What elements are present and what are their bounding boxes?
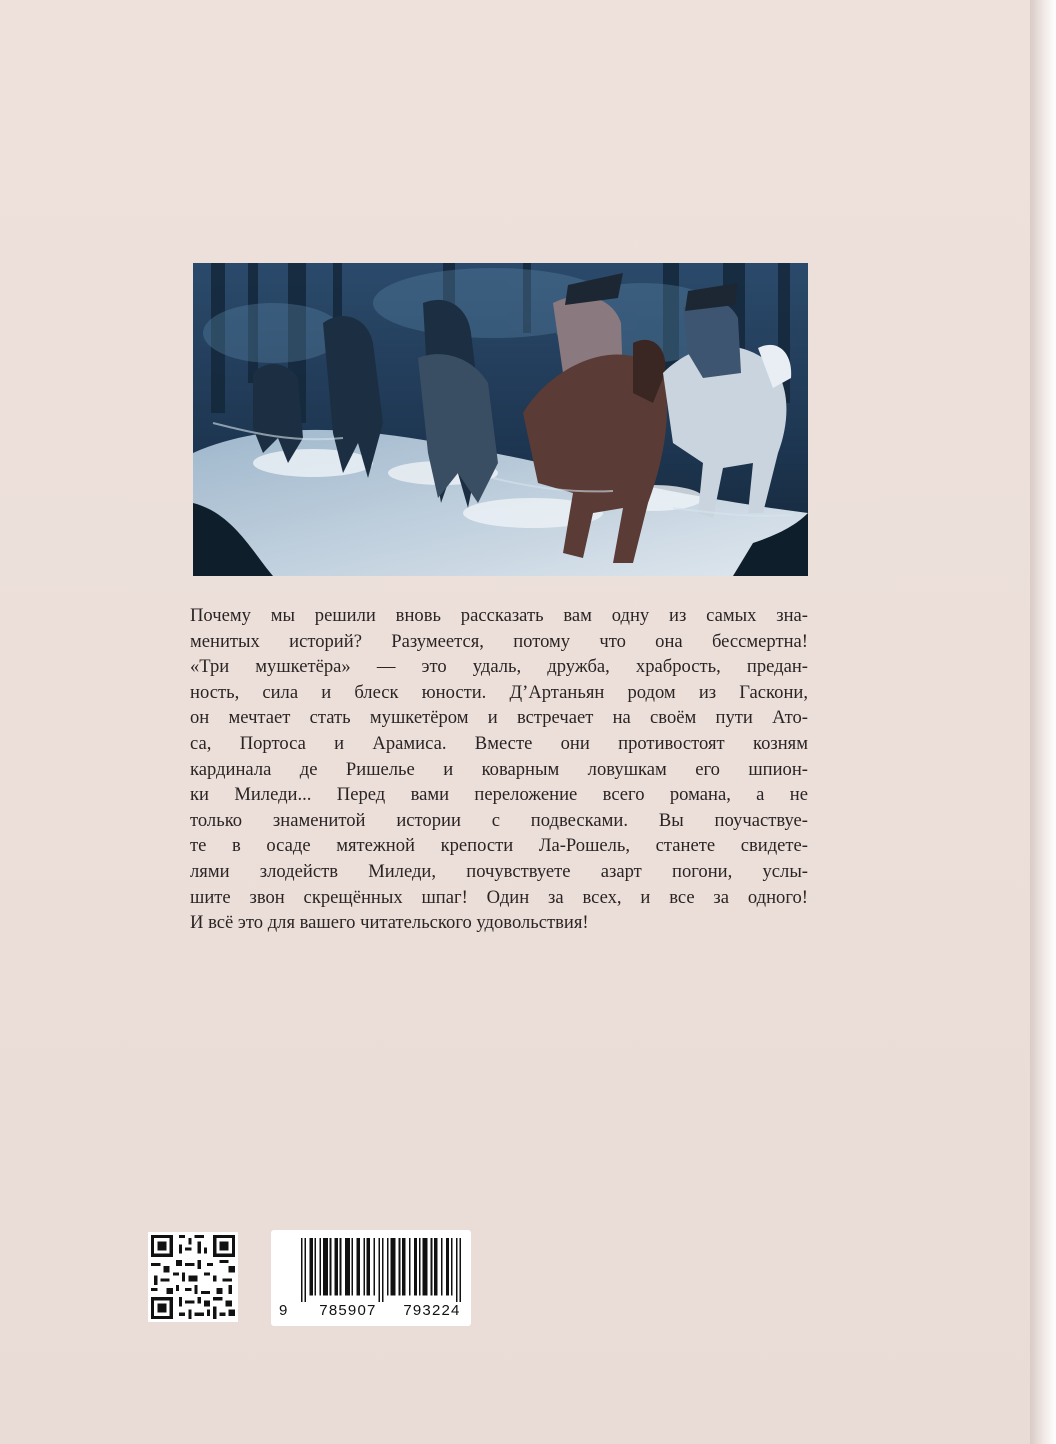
description-line: ки Миледи... Перед вами переложение всего романа, а не (190, 784, 808, 806)
description-line: Почему мы решили вновь рассказать вам одну из самых зна- (190, 605, 808, 626)
qr-code-graphic (148, 1232, 238, 1322)
barcode-icon (301, 1238, 461, 1302)
description-text (190, 603, 808, 936)
description-line: кардинала де Ришелье и коварным ловушкам его шпион- (190, 758, 808, 780)
qr-code-icon[interactable] (148, 1232, 238, 1322)
description-line: ность, сила и блеск юности. Д’Артаньян родом из Гаскони, (190, 681, 808, 703)
description-line: лями злодейств Миледи, почувствуете азарт погони, услы- (190, 860, 808, 882)
isbn-group-2: 793224 (403, 1302, 461, 1319)
description-line: менитых историй? Разумеется, потому что она бессмертна! (190, 630, 808, 652)
description-line: шите звон скрещённых шпаг! Один за всех, и все за одного! (190, 886, 808, 908)
description-line: только знаменитой истории с подвесками. Вы поучаствуе- (190, 809, 808, 831)
isbn-number (279, 1302, 465, 1319)
description-line: он мечтает стать мушкетёром и встречает на своём пути Ато- (190, 707, 808, 729)
description-line: И всё это для вашего читательского удовольствия! (190, 912, 589, 934)
isbn-barcode (271, 1230, 471, 1326)
description-line: «Три мушкетёра» — это удаль, дружба, храбрость, предан- (190, 656, 808, 678)
musketeers-illustration (193, 263, 808, 576)
description-line: те в осаде мятежной крепости Ла-Рошель, станете свидете- (190, 835, 808, 857)
description-line: са, Портоса и Арамиса. Вместе они противостоят козням (190, 732, 808, 754)
isbn-first-digit: 9 (279, 1302, 289, 1319)
cover-edge (1030, 0, 1056, 1444)
isbn-group-1: 785907 (319, 1302, 377, 1319)
night-ride-picture (193, 263, 808, 576)
